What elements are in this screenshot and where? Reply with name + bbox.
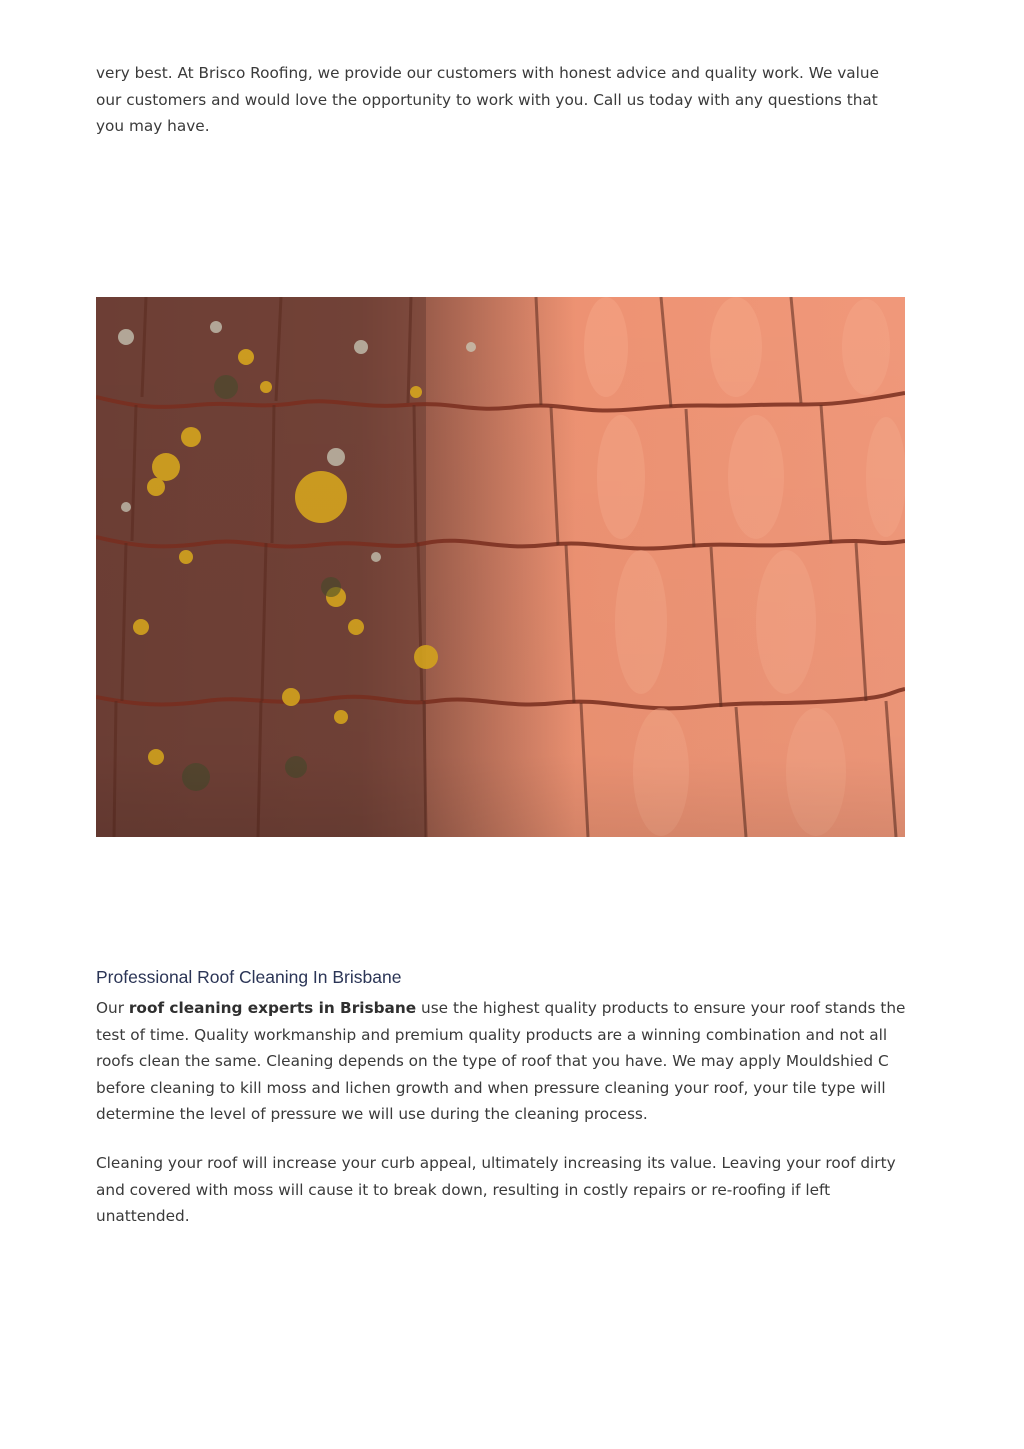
paragraph-lead-text: Our (96, 999, 129, 1017)
intro-paragraph: very best. At Brisco Roofing, we provide our customers with honest advice and quality work. We value our customers and would love the opportunity to work with you. Call us today with any questions that you may have. (96, 64, 879, 135)
roof-cleaning-paragraph (96, 995, 908, 1128)
curb-appeal-paragraph: Cleaning your roof will increase your curb appeal, ultimately increasing its value. Leaving your roof dirty and covered with moss will cause it to break down, resulting in costly repairs or re-roofing if left unattended. (96, 1154, 896, 1225)
paragraph-body-text: use the highest quality products to ensure your roof stands the test of time. Quality workmanship and premium quality products are a winning combination and not all roofs clean the same. Cleaning depends on the type of roof that you have. We may apply Mouldshied C before cleaning to kill moss and lichen growth and when pressure cleaning your roof, your tile type will determine the level of pressure we will use during the cleaning process. (96, 999, 906, 1123)
section-heading: Professional Roof Cleaning In Brisbane (96, 967, 402, 987)
bold-keyword: roof cleaning experts in Brisbane (128, 999, 417, 1017)
roof-tiles-image (96, 297, 905, 837)
